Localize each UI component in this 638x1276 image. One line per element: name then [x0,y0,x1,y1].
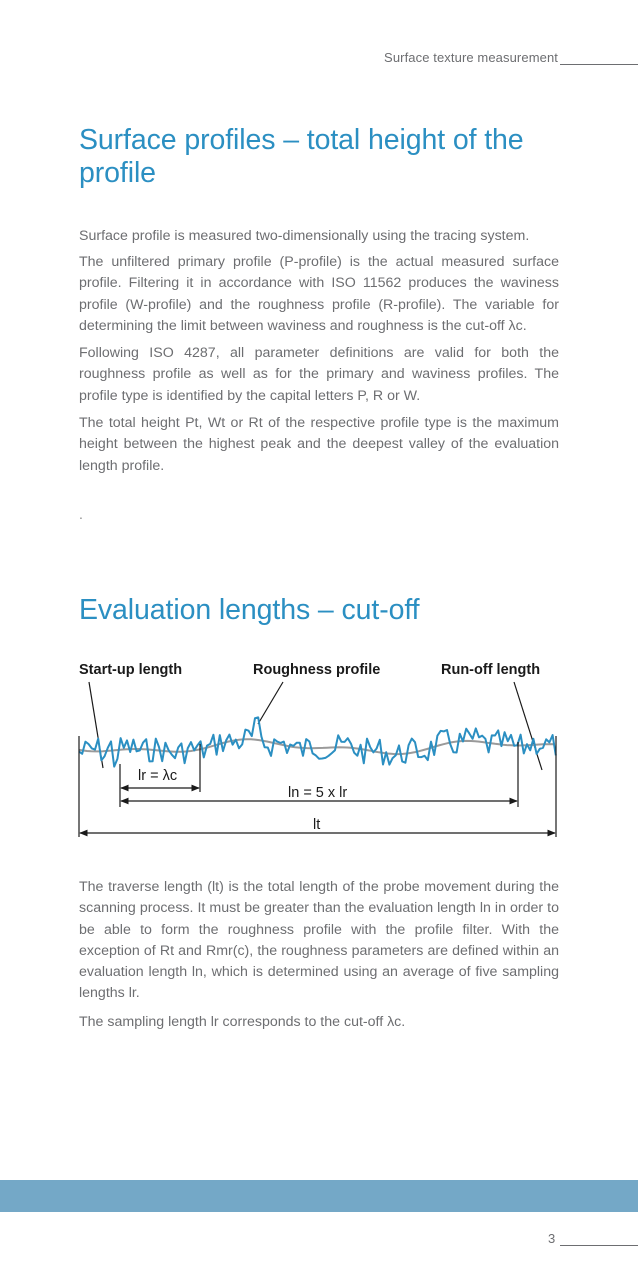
section-title: Surface texture measurement [384,50,558,65]
start-up-length-label: Start-up length [79,662,183,678]
footer-band [0,1180,638,1212]
surface-profiles-heading: Surface profiles – total height of the profile [79,124,524,189]
stray-mark: . [79,506,83,522]
paragraph-tracing: Surface profile is measured two-dimensionally using the tracing system. [79,228,530,244]
page-number-rule [560,1245,638,1246]
roughness-pointer [258,682,283,724]
page-header [0,50,638,70]
lt-label: lt [313,817,321,833]
ln-label: ln = 5 x lr [288,785,348,801]
evaluation-lengths-heading: Evaluation lengths – cut-off [79,594,420,626]
paragraph-traverse-length: The traverse length (lt) is the total length of the probe movement during the scanning process. It must be greater than the evaluation length ln in order to be able to form the roughness profile with the profile filter. With the exception of Rt and Rmr(c), the roughness parameters are defined within an evaluation length ln, which is determined using an average of five sampling lengths lr. [79,879,559,1002]
paragraph-iso-4287: Following ISO 4287, all parameter definitions are valid for both the roughness profile as well as for the primary and waviness profiles. The profile type is identified by the capital letters P, R or W. [79,345,559,404]
lr-label: lr = λc [138,768,178,784]
paragraph-primary-profile: The unfiltered primary profile (P-profile) is the actual measured surface profile. Filtering it in accordance with ISO 11562 produces the waviness profile (W-profile) and the roughness profile (R-profile). The variable for determining the limit between waviness and roughness is the cut-off λc. [79,254,559,334]
run-off-length-label: Run-off length [441,662,541,678]
evaluation-lengths-diagram [72,652,572,847]
header-rule [560,64,638,65]
page-number: 3 [548,1231,556,1246]
roughness-profile-label: Roughness profile [253,662,381,678]
paragraph-total-height: The total height Pt, Wt or Rt of the respective profile type is the maximum height between the highest peak and the deepest valley of the evaluation length profile. [79,415,559,474]
waviness-profile-line [79,739,555,754]
paragraph-sampling-length: The sampling length lr corresponds to the cut-off λc. [79,1014,406,1030]
